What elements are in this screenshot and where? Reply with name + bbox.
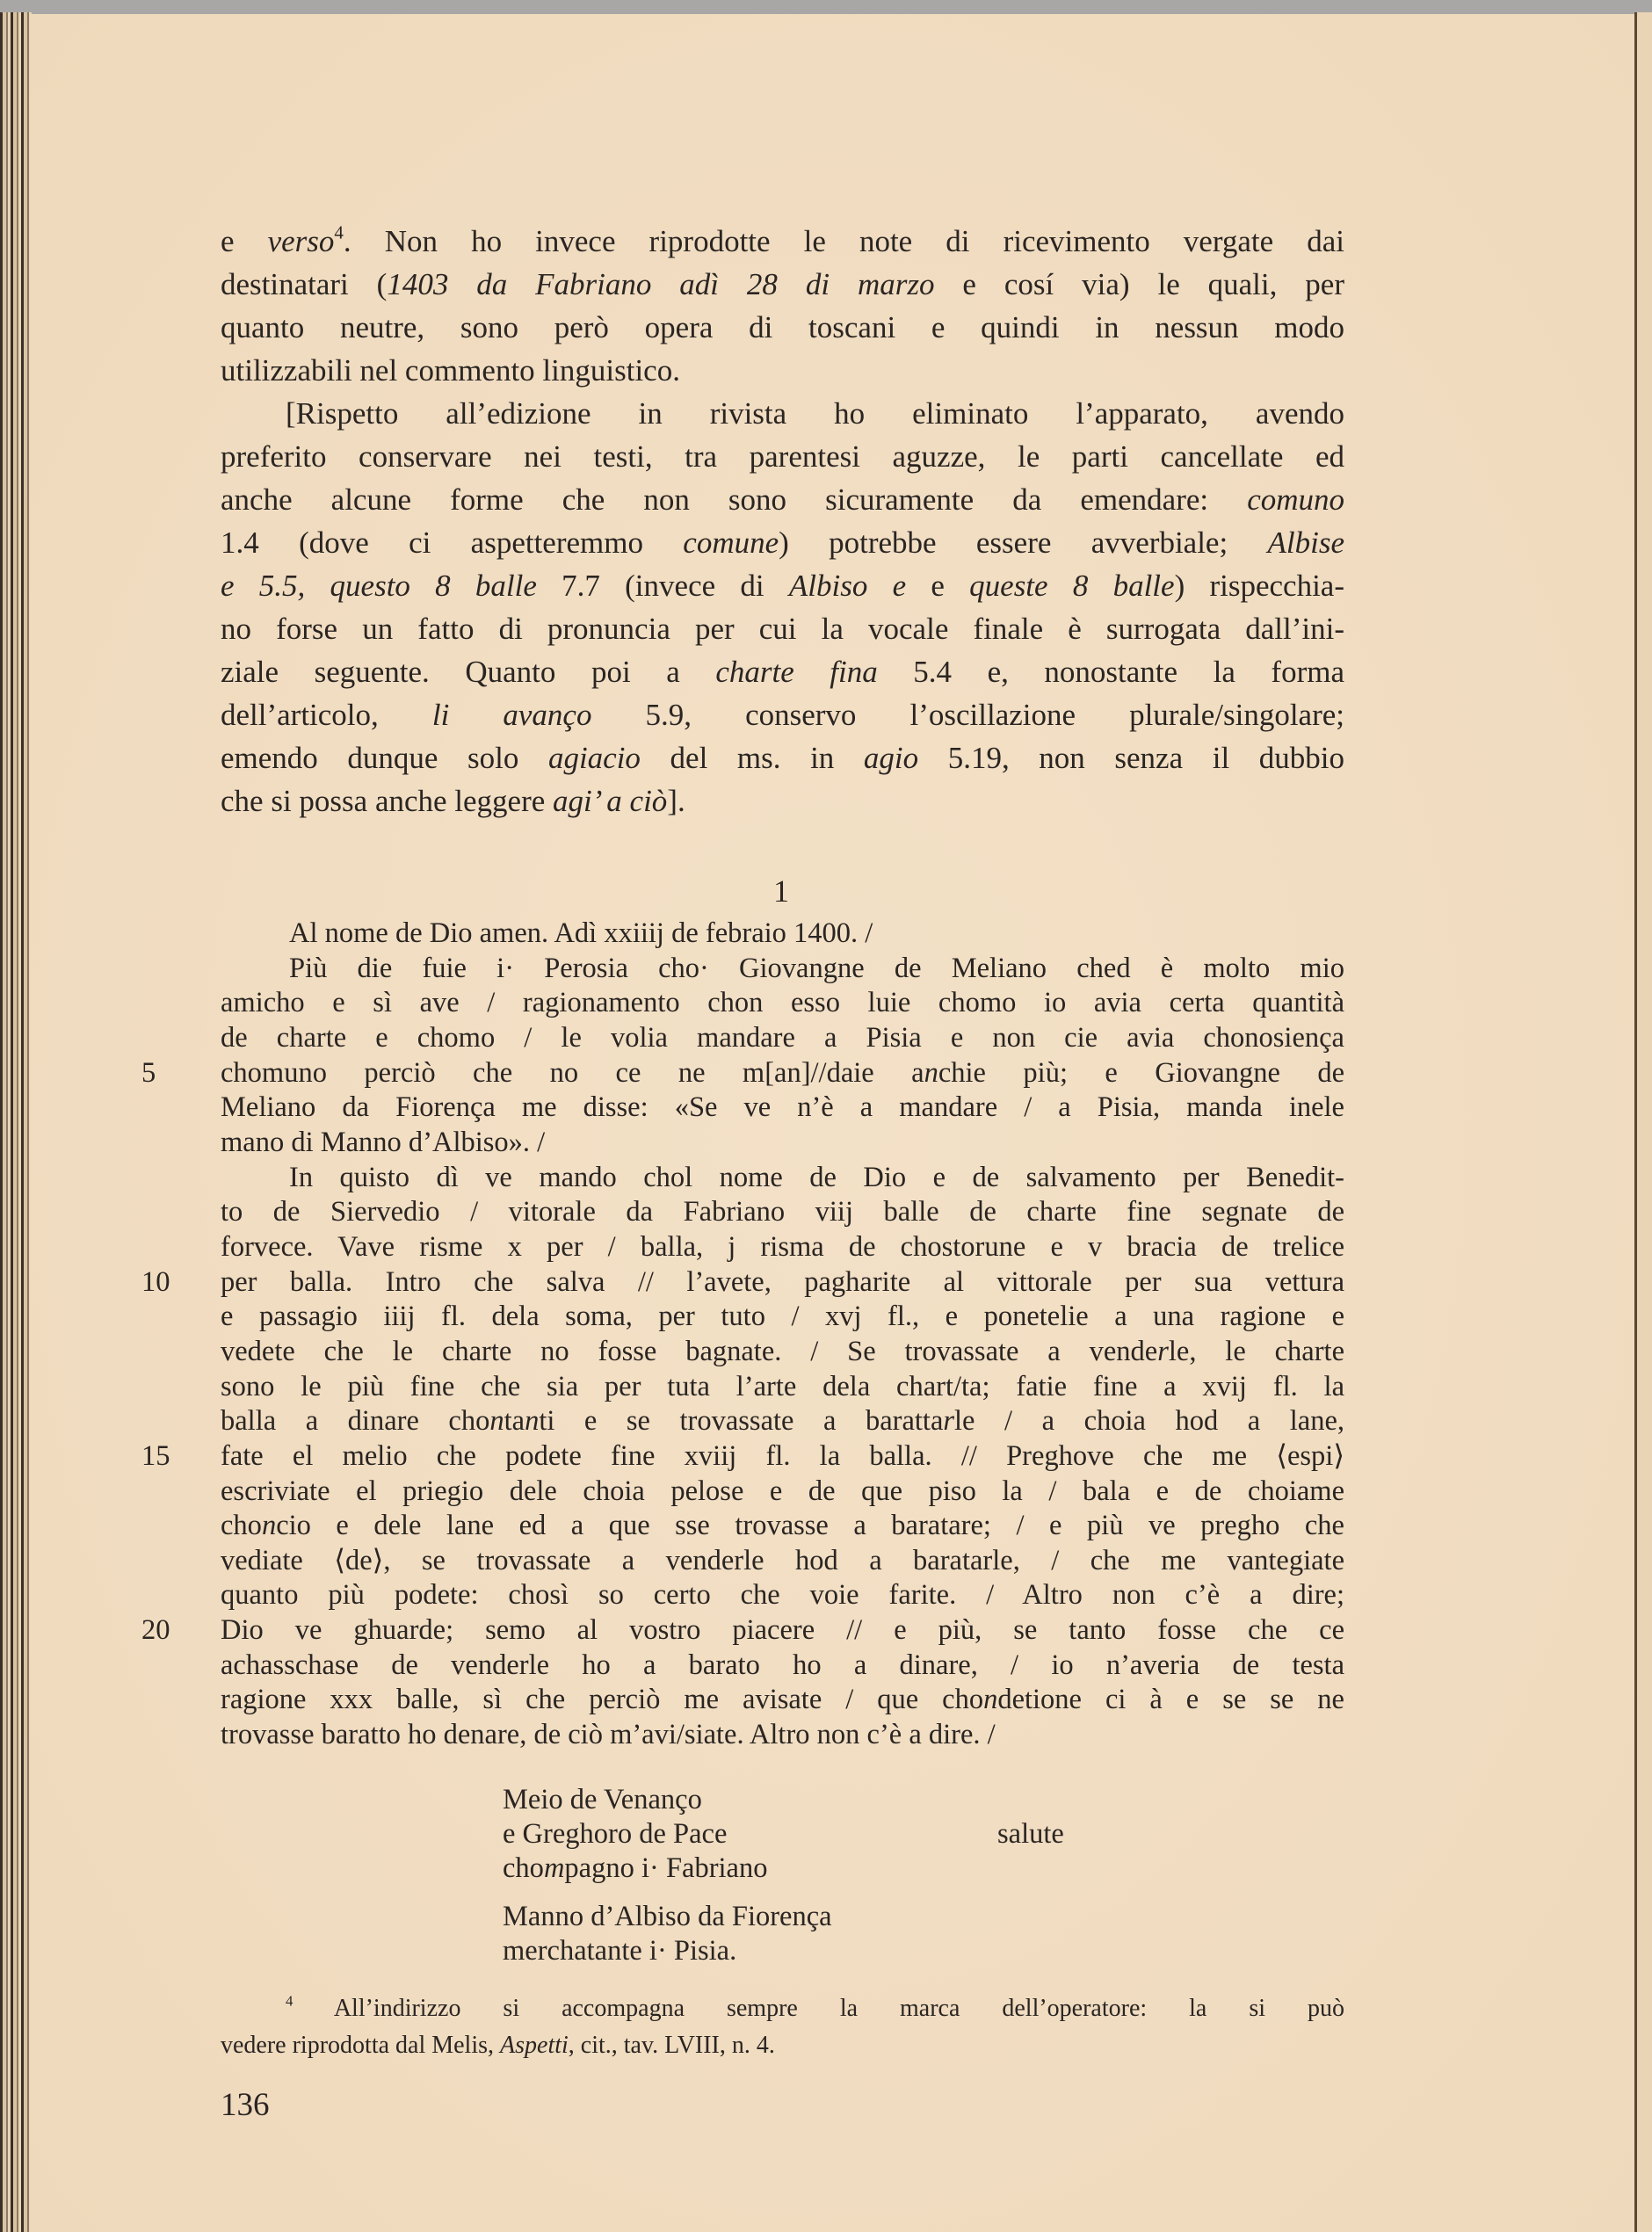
text-line xyxy=(141,1056,1344,1091)
text-run: sono le più fine che sia per tuta l’arte dela chart/ta; fatie fine a xvij fl. la xyxy=(221,1370,1344,1402)
text-run: All’indirizzo si accompagna sempre la marca dell’operatore: la si può xyxy=(293,1995,1344,2022)
text-line xyxy=(221,1718,1344,1753)
italic-run: queste 8 balle xyxy=(969,569,1175,603)
italic-run: Albise xyxy=(1267,525,1344,560)
text-run: vediate ⟨de⟩, se trovassate a venderle hod a baratarle, / che me vantegiate xyxy=(221,1544,1344,1576)
letter-number: 1 xyxy=(773,873,789,909)
text-run: pagno i· Fabriano xyxy=(564,1852,768,1884)
text-run: anche alcune forme che non sono sicuramente da emendare: xyxy=(221,482,1248,517)
text-line xyxy=(141,1439,1344,1475)
text-run: 5.19, non senza il dubbio xyxy=(918,741,1344,775)
text-run: quanto più podete: chosì so certo che voie farite. / Altro non c’è a dire; xyxy=(221,1579,1344,1612)
text-run: amicho e sì ave / ragionamento chon esso luie chomo io avia certa quantità xyxy=(221,987,1344,1019)
text-line xyxy=(221,263,1344,306)
italic-run: Aspetti xyxy=(500,2032,569,2059)
text-line xyxy=(221,693,1344,736)
italic-run: n xyxy=(525,1405,540,1438)
page-number: 136 xyxy=(221,2087,270,2123)
text-run: escriviate el priegio dele choia pelose e de que piso la / bala e de choiame xyxy=(221,1475,1344,1507)
footnote xyxy=(221,1990,1344,2064)
text-run: ) rispecchia- xyxy=(1174,569,1344,603)
text-run: [Rispetto all’edizione in rivista ho eliminato l’apparato, avendo xyxy=(286,396,1344,431)
text-run: e passagio iiij fl. dela soma, per tuto / xvj fl., e ponetelie a una ragione e xyxy=(221,1301,1344,1333)
text-run: Dio ve ghuarde; semo al vostro piacere // e più, se tanto fosse che ce xyxy=(221,1614,1344,1647)
text-line xyxy=(503,1852,767,1886)
salute-text: salute xyxy=(997,1818,1064,1850)
text-run: le, le charte xyxy=(1168,1335,1344,1367)
editorial-note xyxy=(221,220,1344,823)
italic-run: agio xyxy=(863,741,919,775)
italic-run: n xyxy=(489,1405,504,1438)
italic-run: r xyxy=(1157,1335,1169,1367)
text-run: 1.4 (dove ci aspetteremmo xyxy=(221,525,684,560)
text-run: cho xyxy=(221,1510,262,1542)
text-line xyxy=(221,779,1344,823)
text-line xyxy=(221,1300,1344,1335)
italic-run: n xyxy=(924,1056,938,1089)
text-run: mano di Manno d’Albiso». / xyxy=(221,1126,546,1158)
italic-run: comune xyxy=(683,525,779,560)
text-line xyxy=(221,1509,1344,1544)
text-line xyxy=(221,349,1344,392)
text-run: ziale seguente. Quanto poi a xyxy=(221,655,716,689)
text-line xyxy=(221,1404,1344,1439)
text-line xyxy=(221,650,1344,693)
italic-run: m xyxy=(543,1852,565,1884)
text-line xyxy=(221,1126,1344,1161)
text-line xyxy=(221,2027,1344,2064)
text-run: e Greghoro de Pace xyxy=(503,1818,728,1850)
text-run: ti e se trovassate a baratta xyxy=(539,1405,944,1438)
text-run: le / a choia hod a lane, xyxy=(954,1405,1345,1438)
text-run: 7.7 (invece di xyxy=(536,569,789,603)
next-page-edge xyxy=(1637,12,1652,2232)
text-run: emendo dunque solo xyxy=(221,741,548,775)
italic-run: 1403 da Fabriano adì 28 di marzo xyxy=(387,267,935,301)
text-run: forvece. Vave risme x per / balla, j risma de chostorune e v bracia de trelice xyxy=(221,1230,1344,1263)
text-run: balla a dinare cho xyxy=(221,1405,490,1438)
page-stack-edge xyxy=(0,12,32,2232)
text-line xyxy=(221,917,1344,952)
italic-run: n xyxy=(261,1510,277,1542)
text-run: 5.9, conservo l’oscillazione plurale/singolare; xyxy=(591,698,1344,732)
text-run: Più die fuie i· Perosia cho· Giovangne de Meliano ched è molto mio xyxy=(289,952,1344,984)
text-run: quanto neutre, sono però opera di toscani e quindi in nessun modo xyxy=(221,310,1344,344)
text-run: detione ci à e se se ne xyxy=(997,1684,1344,1716)
text-line xyxy=(503,1900,832,1934)
text-line xyxy=(221,306,1344,349)
text-line xyxy=(503,1934,832,1968)
text-run: Al nome de Dio amen. Adì xxiiij de febraio 1400. / xyxy=(289,917,873,949)
text-run: del ms. in xyxy=(640,741,864,775)
text-line xyxy=(141,1613,1344,1649)
text-run: achasschase de venderle ho a barato ho a dinare, / io n’averia de testa xyxy=(221,1649,1344,1681)
text-run: destinatari ( xyxy=(221,267,388,301)
text-run: cio e dele lane ed a que sse trovasse a baratare; / e più ve pregho che xyxy=(276,1510,1344,1542)
text-run: che si possa anche leggere xyxy=(221,784,554,818)
text-line xyxy=(221,986,1344,1021)
italic-run: charte fina xyxy=(715,655,878,689)
text-run: cho xyxy=(503,1852,544,1884)
text-run: dell’articolo, xyxy=(221,698,432,732)
text-run: chomuno perciò che no ce ne m[an]//daie a xyxy=(221,1056,924,1089)
text-line xyxy=(221,1544,1344,1579)
italic-run: e 5.5, questo 8 balle xyxy=(221,569,537,603)
text-run: no forse un fatto di pronuncia per cui la vocale finale è surrogata dall’ini- xyxy=(221,612,1344,646)
text-line xyxy=(221,1370,1344,1405)
text-line xyxy=(221,220,1344,263)
text-run: chie più; e Giovangne de xyxy=(938,1056,1344,1089)
text-run: Meliano da Fiorença me disse: «Se ve n’è a mandare / a Pisia, manda inele xyxy=(221,1091,1344,1124)
text-line xyxy=(221,1195,1344,1230)
text-line xyxy=(221,607,1344,650)
text-line xyxy=(221,1335,1344,1370)
letter-text xyxy=(141,917,1345,1753)
line-number: 20 xyxy=(141,1614,170,1647)
text-run: de charte e chomo / le volia mandare a Pisia e non cie avia chonosiença xyxy=(221,1021,1344,1054)
footnote-marker: 4 xyxy=(334,221,344,243)
text-run: vedere riprodotta dal Melis, xyxy=(221,2032,501,2059)
text-run: ta xyxy=(504,1405,525,1438)
text-line xyxy=(503,1783,767,1817)
text-line xyxy=(141,1265,1344,1301)
italic-run: verso xyxy=(267,224,335,258)
text-run: Meio de Venanço xyxy=(503,1784,702,1815)
italic-run: comuno xyxy=(1247,482,1344,517)
text-run: , cit., tav. LVIII, n. 4. xyxy=(568,2032,775,2059)
text-run: fate el melio che podete fine xviij fl. la balla. // Preghove che me ⟨espi⟩ xyxy=(221,1439,1344,1472)
line-number: 15 xyxy=(141,1439,170,1472)
text-line xyxy=(221,478,1344,521)
text-line xyxy=(221,392,1344,435)
text-run: Manno d’Albiso da Fiorença xyxy=(503,1901,832,1932)
text-run: vedete che le charte no fosse bagnate. / Se trovassate a vende xyxy=(221,1335,1158,1367)
text-line xyxy=(221,1683,1344,1718)
italic-run: agi’ a ciò xyxy=(553,784,668,818)
text-run: utilizzabili nel commento linguistico. xyxy=(221,353,680,388)
text-line xyxy=(221,1578,1344,1613)
italic-run: li avanço xyxy=(431,698,592,732)
text-line xyxy=(221,1649,1344,1684)
text-run: e cosí via) le quali, per xyxy=(934,267,1344,301)
italic-run: r xyxy=(943,1405,955,1438)
text-line xyxy=(221,435,1344,478)
text-run: e xyxy=(906,569,970,603)
footnote-marker: 4 xyxy=(286,1992,293,2010)
text-run: merchatante i· Pisia. xyxy=(503,1935,737,1967)
text-run: ) potrebbe essere avverbiale; xyxy=(779,525,1268,560)
text-line xyxy=(221,1021,1344,1056)
line-number: 10 xyxy=(141,1265,170,1298)
italic-run: Albiso e xyxy=(788,569,907,603)
text-line xyxy=(221,1475,1344,1510)
italic-run: agiacio xyxy=(547,741,641,775)
text-line xyxy=(503,1817,767,1852)
line-number: 5 xyxy=(141,1056,156,1089)
text-run: ragione xxx balle, sì che perciò me avisate / que cho xyxy=(221,1684,984,1716)
letter-recipient xyxy=(503,1900,832,1968)
text-run: e xyxy=(221,224,268,258)
text-run: 5.4 e, nonostante la forma xyxy=(877,655,1344,689)
text-run: preferito conservare nei testi, tra parentesi aguzze, le parti cancellate ed xyxy=(221,439,1344,474)
text-line xyxy=(221,1990,1344,2027)
text-line xyxy=(221,952,1344,987)
text-line xyxy=(221,736,1344,779)
text-run: In quisto dì ve mando chol nome de Dio e de salvamento per Benedit- xyxy=(289,1161,1344,1193)
text-line xyxy=(221,521,1344,564)
letter-senders xyxy=(503,1783,767,1886)
text-line xyxy=(221,564,1344,607)
text-line xyxy=(221,1230,1344,1265)
text-run: per balla. Intro che salva // l’avete, pagharite al vittorale per sua vettura xyxy=(221,1265,1344,1298)
text-run: ]. xyxy=(667,784,685,818)
text-run: trovasse baratto ho denare, de ciò m’avi/siate. Altro non c’è a dire. / xyxy=(221,1719,996,1751)
text-line xyxy=(221,1091,1344,1126)
text-run: . Non ho invece riprodotte le note di ricevimento vergate dai xyxy=(343,224,1344,258)
text-line xyxy=(221,1161,1344,1196)
italic-run: n xyxy=(983,1684,998,1716)
text-run: to de Siervedio / vitorale da Fabriano viij balle de charte fine segnate de xyxy=(221,1196,1344,1228)
